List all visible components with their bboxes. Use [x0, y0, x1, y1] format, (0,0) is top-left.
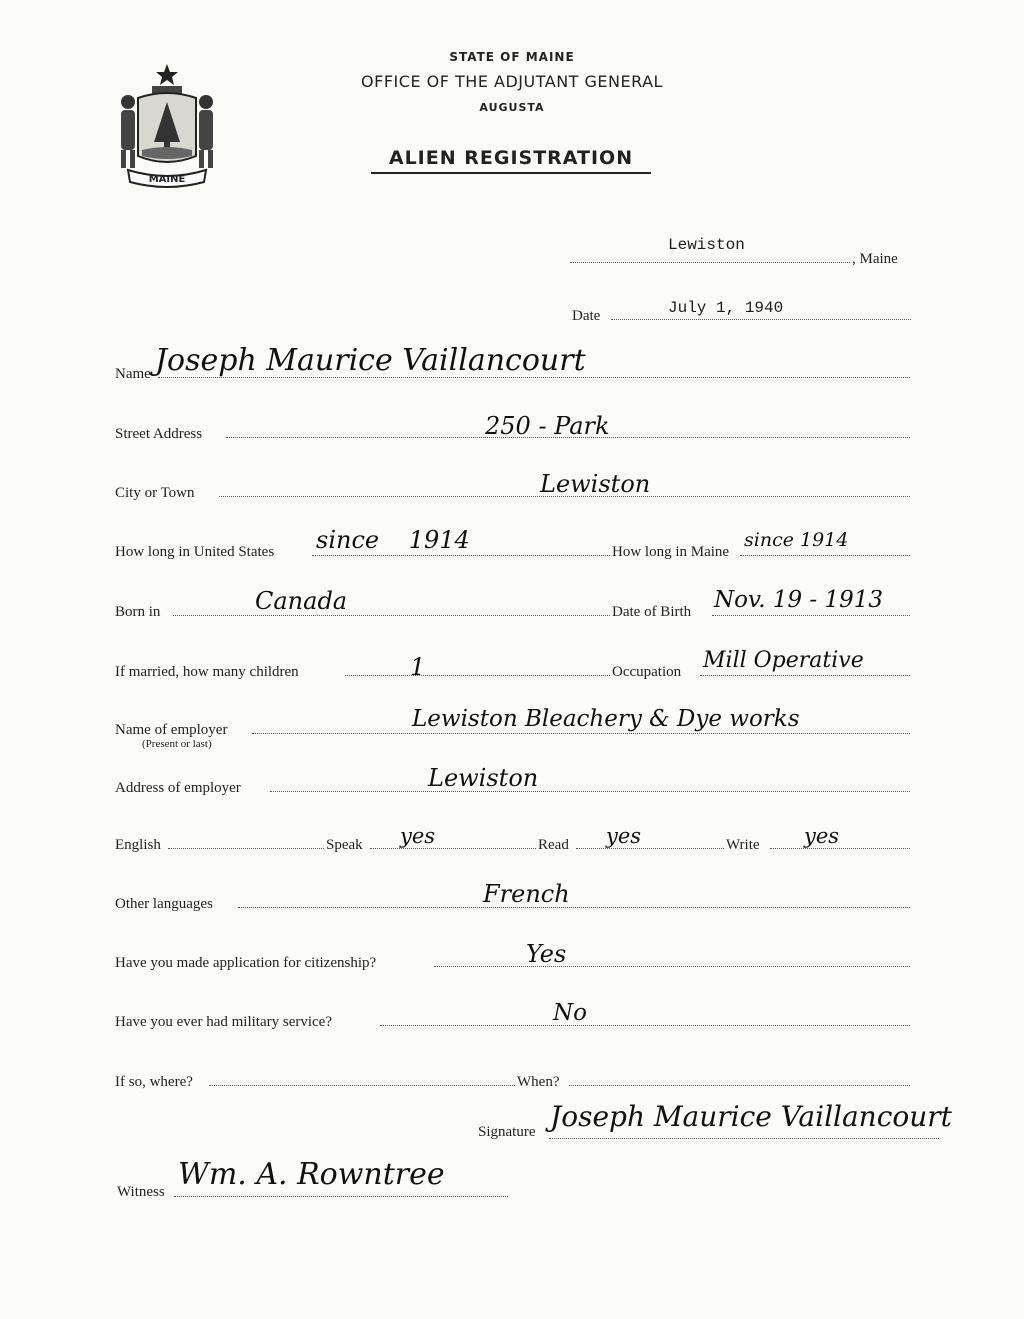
- read-line: [576, 848, 724, 849]
- employer-value[interactable]: Lewiston Bleachery & Dye works: [412, 706, 800, 732]
- us-time-label: How long in United States: [115, 544, 275, 560]
- speak-value[interactable]: yes: [400, 824, 436, 848]
- occupation-line: [700, 675, 910, 676]
- maine-time-line: [740, 555, 910, 556]
- military-value[interactable]: No: [553, 1000, 587, 1026]
- other-languages-value[interactable]: French: [483, 880, 570, 908]
- write-value[interactable]: yes: [804, 824, 840, 848]
- maine-time-label: How long in Maine: [612, 544, 730, 560]
- citizenship-value[interactable]: Yes: [526, 940, 567, 968]
- us-time-value[interactable]: since 1914: [316, 526, 470, 554]
- where-line: [209, 1085, 515, 1086]
- children-value[interactable]: 1: [410, 653, 426, 681]
- read-value[interactable]: yes: [606, 824, 642, 848]
- write-line: [770, 848, 910, 849]
- english-line: [168, 848, 324, 849]
- town-line: [570, 262, 850, 263]
- children-label: If married, how many children: [115, 664, 299, 680]
- date-line: [611, 319, 911, 320]
- citizenship-label: Have you made application for citizenship?: [115, 955, 377, 971]
- header-city: AUGUSTA: [479, 101, 545, 114]
- employer-address-line: [270, 791, 910, 792]
- other-languages-line: [238, 907, 910, 908]
- english-label: English: [115, 837, 161, 853]
- military-line: [380, 1025, 910, 1026]
- us-time-line: [312, 555, 610, 556]
- town-value[interactable]: Lewiston: [668, 236, 745, 254]
- employer-label: Name of employer: [115, 722, 228, 738]
- where-label: If so, where?: [115, 1074, 193, 1090]
- witness-value[interactable]: Wm. A. Rowntree: [178, 1157, 445, 1192]
- write-label: Write: [726, 837, 760, 853]
- witness-label: Witness: [117, 1184, 165, 1200]
- born-line: [173, 615, 610, 616]
- employer-address-label: Address of employer: [115, 780, 241, 796]
- dob-line: [712, 615, 910, 616]
- signature-line: [549, 1138, 939, 1139]
- street-value[interactable]: 250 - Park: [485, 412, 610, 440]
- date-label: Date: [572, 308, 601, 324]
- form-title: ALIEN REGISTRATION: [371, 147, 651, 174]
- seal-text: MAINE: [148, 174, 186, 185]
- name-value[interactable]: Joseph Maurice Vaillancourt: [155, 343, 586, 378]
- citizenship-line: [434, 966, 910, 967]
- city-value[interactable]: Lewiston: [540, 470, 651, 498]
- employer-address-value[interactable]: Lewiston: [428, 764, 539, 792]
- city-label: City or Town: [115, 485, 195, 501]
- header-office: OFFICE OF THE ADJUTANT GENERAL: [361, 72, 663, 91]
- speak-label: Speak: [326, 837, 363, 853]
- when-label: When?: [517, 1074, 560, 1090]
- date-value[interactable]: July 1, 1940: [668, 299, 784, 317]
- military-label: Have you ever had military service?: [115, 1014, 332, 1030]
- occupation-label: Occupation: [612, 664, 682, 680]
- employer-sublabel: (Present or last): [142, 738, 212, 750]
- header-state: STATE OF MAINE: [449, 50, 575, 64]
- speak-line: [370, 848, 536, 849]
- read-label: Read: [538, 837, 569, 853]
- maine-time-value[interactable]: since 1914: [744, 529, 849, 551]
- name-label: Name: [115, 366, 151, 382]
- signature-label: Signature: [478, 1124, 536, 1140]
- maine-suffix: , Maine: [852, 251, 898, 267]
- when-line: [569, 1085, 910, 1086]
- dob-value[interactable]: Nov. 19 - 1913: [714, 587, 884, 613]
- children-line: [345, 675, 610, 676]
- street-label: Street Address: [115, 426, 203, 442]
- other-languages-label: Other languages: [115, 896, 213, 912]
- employer-line: [252, 733, 910, 734]
- signature-value[interactable]: Joseph Maurice Vaillancourt: [550, 1100, 952, 1133]
- occupation-value[interactable]: Mill Operative: [703, 648, 864, 673]
- born-label: Born in: [115, 604, 161, 620]
- dob-label: Date of Birth: [612, 604, 692, 620]
- witness-line: [174, 1196, 508, 1197]
- born-value[interactable]: Canada: [255, 587, 348, 615]
